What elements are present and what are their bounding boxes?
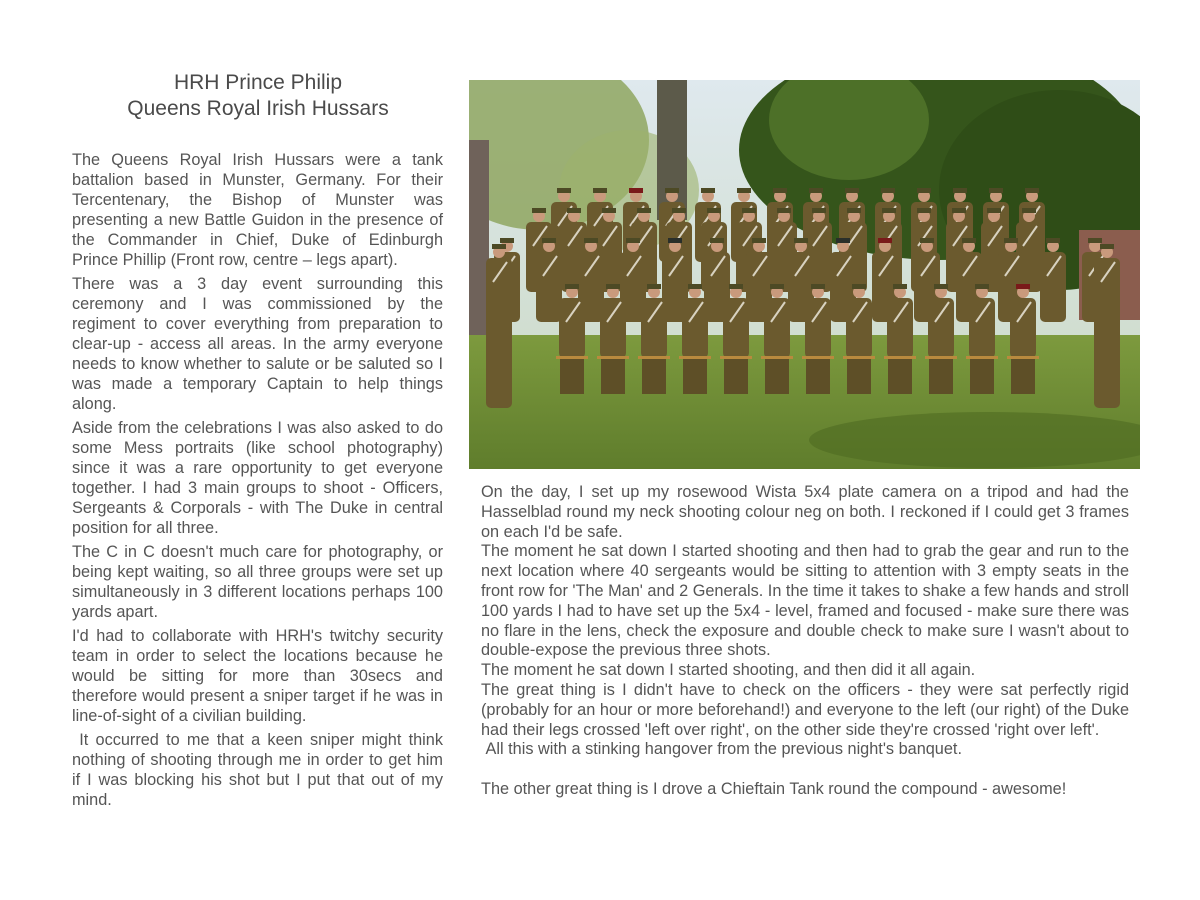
soldier-figure <box>761 284 793 394</box>
title-line-2: Queens Royal Irish Hussars <box>127 97 389 120</box>
soldier-figure <box>925 284 957 394</box>
soldier-figure <box>486 244 512 408</box>
soldier-figure <box>638 284 670 394</box>
soldier-figure <box>597 284 629 394</box>
paragraph: The moment he sat down I started shooting and then had to grab the gear and run to the next location where 40 sergeants would be sitting to attention with 3 empty seats in the front row for 'The Man' and 2 Generals. In the time it takes to shake a few hands and stroll 100 yards I had to have set up the 5x4 - level, framed and focused - make sure there was no flare in the lens, check the exposure and double check to make sure I wasn't about to double-expose the previous three shots. <box>481 542 1129 660</box>
paragraph: It occurred to me that a keen sniper might think nothing of shooting through me in order to get him if I was blocking his shot but I put that out of my mind. <box>72 731 448 809</box>
paragraph: There was a 3 day event surrounding this ceremony and I was commissioned by the regiment to cover everything from preparation to clear-up - access all areas. In the army everyone needs to know whether to salute or be saluted so I was made a temporary Captain to help things along. <box>72 275 443 413</box>
paragraph: Aside from the celebrations I was also asked to do some Mess portraits (like school photography) since it was a rare opportunity to get everyone together. I had 3 main groups to shoot - Officers, Sergeants & Corporals - with The Duke in central position for all three. <box>72 419 443 537</box>
paragraph: All this with a stinking hangover from the previous night's banquet. <box>481 740 962 759</box>
group-photo <box>469 80 1140 469</box>
soldier-figure <box>884 284 916 394</box>
soldier-figure <box>1094 244 1120 408</box>
right-text-column <box>481 483 1129 800</box>
paragraph: The moment he sat down I started shooting, and then did it all again. <box>481 661 976 680</box>
paragraph: The great thing is I didn't have to check on the officers - they were sat perfectly rigid (probably for an hour or more beforehand!) and everyone to the left (our right) of the Duke had their legs crossed 'left over right', on the other side they're crossed 'right over left'. <box>481 680 1129 739</box>
soldier-figure <box>720 284 752 394</box>
soldier-figure <box>843 284 875 394</box>
paragraph: The Queens Royal Irish Hussars were a tank battalion based in Munster, Germany. For their Tercentenary, the Bishop of Munster was presenting a new Battle Guidon in the presence of the Commander in Chief, Duke of Edinburgh Prince Phillip (Front row, centre – legs apart). <box>72 151 443 269</box>
soldier-figure <box>679 284 711 394</box>
group-photo-illustration <box>469 80 1140 469</box>
paragraph: The C in C doesn't much care for photography, or being kept waiting, so all three groups were set up simultaneously in 3 different locations perhaps 100 yards apart. <box>72 543 443 621</box>
soldier-figure <box>802 284 834 394</box>
soldier-figure <box>966 284 998 394</box>
paragraph: I'd had to collaborate with HRH's twitchy security team in order to select the locations because he would be sitting for more than 30secs and therefore would present a sniper target if he was in line-of-sight of a civilian building. <box>72 627 443 725</box>
title-line-1: HRH Prince Philip <box>173 71 343 94</box>
paragraph: On the day, I set up my rosewood Wista 5x4 plate camera on a tripod and had the Hasselblad round my neck shooting colour neg on both. I reckoned if I could get 3 frames on each I'd be safe. <box>481 483 1129 541</box>
paragraph: The other great thing is I drove a Chieftain Tank round the compound - awesome! <box>481 779 1067 798</box>
left-text-column <box>72 150 448 814</box>
soldier-figure <box>556 284 588 394</box>
page-title <box>72 70 444 122</box>
soldier-figure <box>1007 284 1039 394</box>
